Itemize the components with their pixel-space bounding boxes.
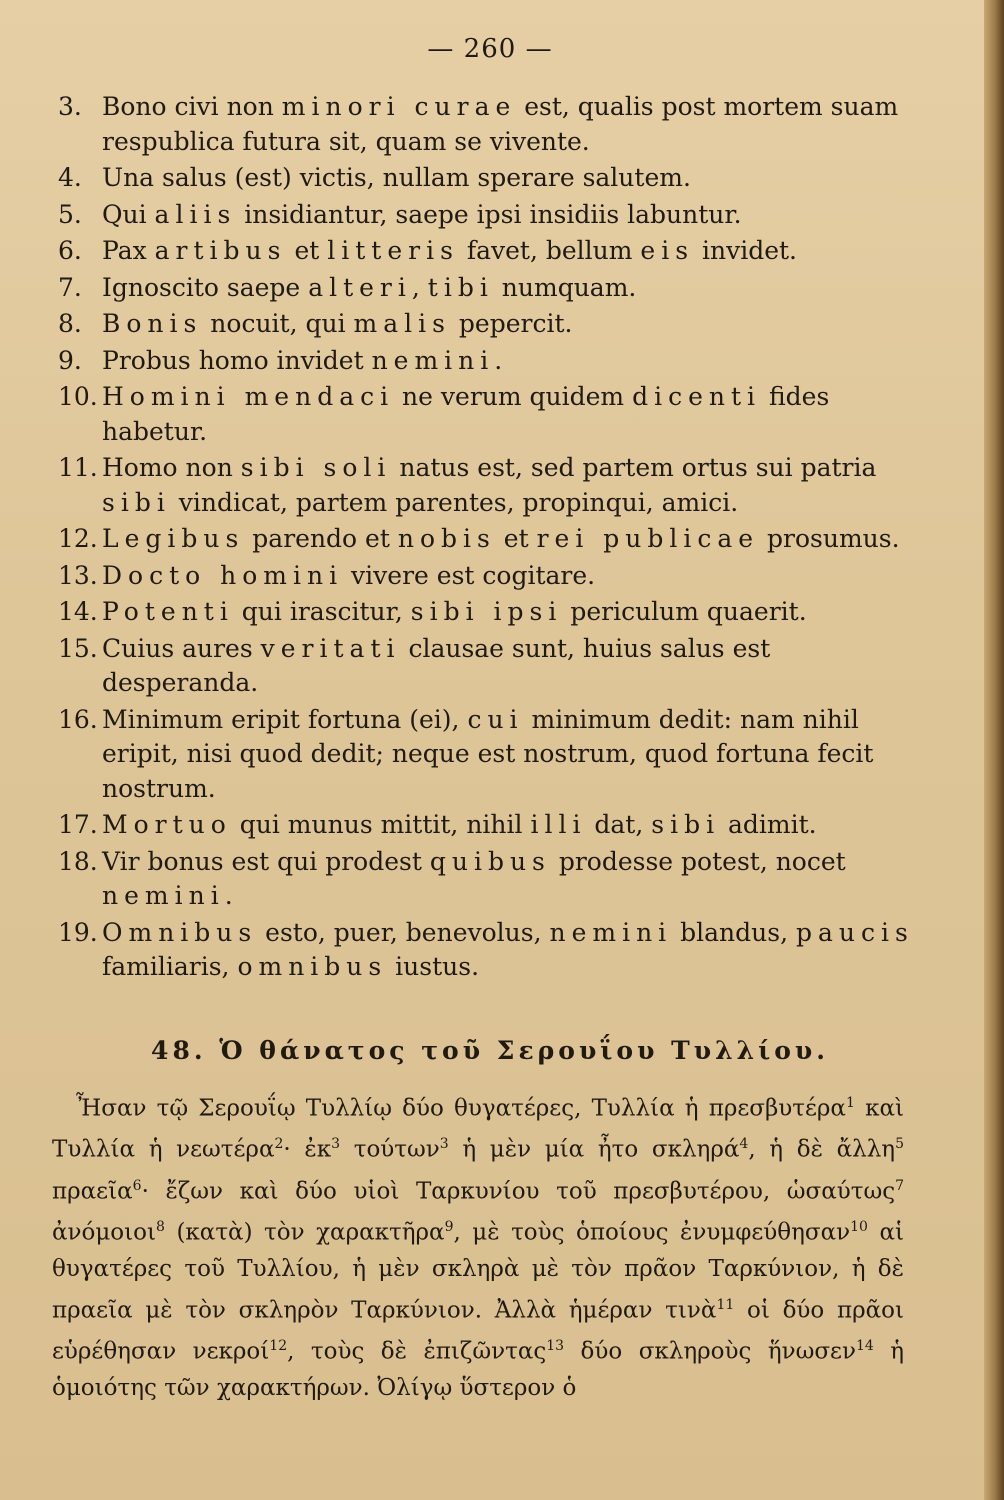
sentence-number: 3. bbox=[58, 92, 82, 121]
spaced-emphasis: artibus bbox=[154, 236, 287, 265]
greek-fragment: (κατὰ) τὸν χαρακτῆρα bbox=[164, 1220, 445, 1247]
sentence-number: 12. bbox=[58, 524, 98, 553]
spaced-emphasis: dicenti bbox=[632, 382, 762, 411]
footnote-marker: 2 bbox=[274, 1136, 284, 1153]
spaced-emphasis: aliis bbox=[154, 199, 237, 229]
sentence-number: 9. bbox=[58, 345, 82, 375]
sentence-fragment: et bbox=[495, 524, 537, 553]
sentence-fragment: ne verum quidem bbox=[394, 382, 633, 411]
footnote-marker: 3 bbox=[331, 1136, 341, 1153]
sentence-fragment: Ignoscito saepe bbox=[102, 272, 309, 302]
greek-fragment: οἱ δύο πρᾶοι εὑρέθησαν νεκροί bbox=[52, 1297, 905, 1365]
footnote-marker: 11 bbox=[716, 1296, 735, 1313]
sentence-fragment: clausae sunt, huius salus est desperanda. bbox=[102, 633, 771, 697]
sentence-fragment: parendo et bbox=[244, 524, 398, 553]
footnote-marker: 8 bbox=[156, 1219, 165, 1236]
spaced-emphasis: quibus bbox=[429, 846, 551, 876]
footnote-marker: 10 bbox=[850, 1219, 868, 1236]
sentence-item bbox=[58, 198, 918, 233]
spaced-emphasis: Mortuo bbox=[102, 810, 232, 839]
sentence-text bbox=[102, 90, 918, 159]
footnote-marker: 7 bbox=[895, 1177, 904, 1194]
footnote-marker: 13 bbox=[546, 1338, 565, 1355]
sentence-fragment: vivere est cogitare. bbox=[343, 560, 596, 590]
sentence-fragment: Cuius aures bbox=[102, 633, 261, 663]
spaced-emphasis: Homini mendaci bbox=[102, 382, 395, 411]
sentence-fragment: familiaris, bbox=[102, 952, 238, 981]
sentence-text bbox=[102, 161, 918, 196]
sentence-text bbox=[102, 808, 918, 843]
sentence-fragment: vindicat, partem parentes, propinqui, amici. bbox=[170, 487, 739, 517]
spaced-emphasis: sibi bbox=[651, 810, 721, 839]
sentence-text bbox=[102, 234, 918, 269]
sentence-fragment: Probus homo invidet bbox=[102, 345, 372, 375]
sentence-text bbox=[102, 559, 918, 594]
sentence-text bbox=[102, 845, 918, 914]
sentence-number: 5. bbox=[58, 199, 82, 229]
sentence-text bbox=[102, 916, 918, 985]
sentence-item bbox=[58, 559, 918, 594]
sentence-fragment: periculum quaerit. bbox=[562, 597, 807, 626]
sentence-fragment: qui munus mittit, nihil bbox=[231, 810, 531, 839]
spaced-emphasis: malis bbox=[353, 309, 451, 338]
sentence-item bbox=[58, 307, 918, 342]
sentence-number: 17. bbox=[58, 810, 98, 839]
sentence-fragment: . bbox=[224, 881, 233, 910]
footnote-marker: 3 bbox=[439, 1136, 449, 1153]
sentence-item bbox=[58, 916, 918, 985]
greek-fragment: πραεῖα bbox=[52, 1178, 133, 1205]
sentence-item bbox=[58, 271, 918, 306]
footnote-marker: 1 bbox=[845, 1095, 855, 1111]
sentence-item bbox=[58, 380, 918, 449]
greek-paragraph bbox=[52, 1086, 904, 1406]
greek-fragment: Ἦσαν τῷ Σερουΐῳ Τυλλίῳ δύο θυγατέρες, Τυλλία ἡ πρεσβυτέρα bbox=[76, 1095, 846, 1122]
sentence-number: 18. bbox=[58, 846, 98, 876]
spaced-emphasis: Potenti bbox=[102, 597, 234, 626]
sentence-fragment: Homo non bbox=[102, 453, 241, 482]
sentence-fragment: Pax bbox=[102, 236, 155, 265]
greek-fragment: καὶ Τυλλία ἡ νεωτέρα bbox=[52, 1095, 904, 1164]
spaced-emphasis: Bonis bbox=[102, 309, 203, 338]
sentence-number: 6. bbox=[58, 236, 82, 265]
sentence-fragment: prosumus. bbox=[759, 524, 900, 553]
spaced-emphasis: sibi ipsi bbox=[410, 597, 563, 626]
sentence-number: 11. bbox=[58, 453, 98, 482]
sentence-item bbox=[58, 90, 918, 159]
spaced-emphasis: nemini bbox=[102, 881, 225, 910]
latin-sentence-list bbox=[58, 90, 918, 987]
sentence-text bbox=[102, 595, 918, 630]
sentence-fragment: Vir bonus est qui prodest bbox=[102, 846, 430, 876]
sentence-number: 8. bbox=[58, 309, 82, 338]
sentence-item bbox=[58, 161, 918, 196]
sentence-item bbox=[58, 632, 918, 701]
spaced-emphasis: sibi bbox=[102, 487, 171, 517]
sentence-fragment: fides habetur. bbox=[102, 382, 830, 446]
spaced-emphasis: Docto homini bbox=[102, 560, 344, 590]
sentence-text bbox=[102, 522, 918, 557]
sentence-fragment: minimum dedit: nam nihil eripit, nisi quod dedit; neque est nostrum, quod fortuna fecit nostrum. bbox=[102, 704, 874, 803]
sentence-fragment: nocuit, qui bbox=[202, 309, 354, 338]
spaced-emphasis: illi bbox=[530, 810, 587, 839]
greek-fragment: ἀνόμοιοι bbox=[52, 1220, 157, 1247]
sentence-text bbox=[102, 703, 918, 807]
sentence-fragment: prodesse potest, nocet bbox=[550, 846, 846, 876]
greek-fragment: ἡ ὁμοιότης τῶν χαρακτήρων. Ὀλίγῳ ὕστερον ὁ bbox=[52, 1338, 905, 1401]
sentence-fragment: favet, bellum bbox=[458, 236, 641, 265]
footnote-marker: 12 bbox=[269, 1338, 288, 1355]
sentence-item bbox=[58, 234, 918, 269]
spaced-emphasis: omnibus bbox=[237, 952, 388, 981]
greek-fragment: τούτων bbox=[340, 1137, 440, 1164]
sentence-fragment: , bbox=[411, 272, 428, 302]
sentence-item bbox=[58, 451, 918, 520]
page-edge bbox=[984, 0, 1004, 1500]
greek-fragment: δύο σκληροὺς ἥνωσεν bbox=[564, 1338, 856, 1365]
sentence-number: 7. bbox=[58, 272, 82, 302]
sentence-number: 19. bbox=[58, 917, 98, 947]
sentence-number: 14. bbox=[58, 597, 98, 626]
sentence-fragment: est, qualis post mortem suam respublica futura sit, quam se vivente. bbox=[102, 92, 899, 156]
spaced-emphasis: cui bbox=[467, 704, 524, 734]
sentence-number: 10. bbox=[58, 382, 98, 411]
sentence-number: 13. bbox=[58, 560, 98, 590]
sentence-fragment: natus est, sed partem ortus sui patria bbox=[391, 453, 877, 482]
spaced-emphasis: veritati bbox=[260, 633, 401, 663]
sentence-text bbox=[102, 198, 918, 233]
greek-fragment: ἡ μὲν μία ἦτο σκληρά bbox=[448, 1137, 740, 1164]
spaced-emphasis: paucis bbox=[795, 917, 914, 947]
sentence-fragment: dat, bbox=[586, 810, 652, 839]
sentence-number: 16. bbox=[58, 704, 98, 734]
sentence-fragment: esto, puer, benevolus, bbox=[257, 917, 550, 947]
sentence-text bbox=[102, 307, 918, 342]
sentence-fragment: et bbox=[286, 236, 328, 265]
sentence-fragment: Una salus (est) victis, nullam sperare salutem. bbox=[102, 163, 691, 192]
spaced-emphasis: sibi soli bbox=[240, 453, 392, 482]
sentence-number: 15. bbox=[58, 633, 98, 663]
footnote-marker: 5 bbox=[895, 1136, 904, 1153]
greek-fragment: , τοὺς δὲ ἐπιζῶντας bbox=[287, 1338, 547, 1365]
footnote-marker: 4 bbox=[739, 1136, 749, 1153]
sentence-number: 4. bbox=[58, 163, 82, 192]
sentence-item bbox=[58, 595, 918, 630]
sentence-text bbox=[102, 632, 918, 701]
greek-fragment: , ἡ δὲ ἄλλη bbox=[748, 1137, 896, 1164]
footnote-marker: 6 bbox=[132, 1177, 142, 1194]
spaced-emphasis: Legibus bbox=[102, 524, 245, 553]
spaced-emphasis: tibi bbox=[427, 272, 494, 302]
sentence-text bbox=[102, 271, 918, 306]
page-number: — 260 — bbox=[427, 34, 553, 64]
sentence-fragment: iustus. bbox=[387, 952, 480, 981]
spaced-emphasis: nobis bbox=[397, 524, 496, 553]
sentence-fragment: numquam. bbox=[493, 272, 637, 302]
sentence-text bbox=[102, 344, 918, 379]
sentence-item bbox=[58, 522, 918, 557]
sentence-fragment: Bono civi non bbox=[102, 92, 282, 121]
sentence-fragment: qui irascitur, bbox=[233, 597, 411, 626]
greek-fragment: · ἐκ bbox=[283, 1137, 332, 1164]
sentence-fragment: blandus, bbox=[672, 917, 796, 947]
sentence-item bbox=[58, 845, 918, 914]
sentence-fragment: Qui bbox=[102, 199, 155, 229]
spaced-emphasis: nemini bbox=[549, 917, 673, 947]
sentence-fragment: Minimum eripit fortuna (ei), bbox=[102, 704, 468, 734]
sentence-fragment: invidet. bbox=[694, 236, 798, 265]
greek-fragment: αἱ θυγατέρες τοῦ Τυλλίου, ἡ μὲν σκληρὰ μὲ τὸν πρᾶον Ταρκύνιον, ἡ δὲ πραεῖα μὲ τὸν σκληρὸν Ταρκύνιον. Ἀλλὰ ἡμέραν τινὰ bbox=[52, 1220, 904, 1324]
spaced-emphasis: minori curae bbox=[281, 92, 517, 121]
spaced-emphasis: eis bbox=[640, 236, 695, 265]
sentence-item bbox=[58, 703, 918, 807]
greek-fragment: , μὲ τοὺς ὁποίους ἐνυμφεύθησαν bbox=[453, 1220, 851, 1247]
spaced-emphasis: Omnibus bbox=[102, 917, 258, 947]
spaced-emphasis: alteri bbox=[308, 272, 412, 302]
sentence-item bbox=[58, 344, 918, 379]
footnote-marker: 14 bbox=[855, 1338, 874, 1355]
sentence-item bbox=[58, 808, 918, 843]
sentence-fragment: insidiantur, saepe ipsi insidiis labuntur. bbox=[236, 199, 742, 229]
footnote-marker: 9 bbox=[444, 1219, 454, 1236]
spaced-emphasis: litteris bbox=[327, 236, 459, 265]
sentence-text bbox=[102, 380, 918, 449]
sentence-text bbox=[102, 451, 918, 520]
sentence-fragment: pepercit. bbox=[450, 309, 573, 338]
spaced-emphasis: nemini bbox=[371, 345, 495, 375]
sentence-fragment: . bbox=[494, 345, 503, 375]
sentence-fragment: adimit. bbox=[720, 810, 817, 839]
section-heading: 48. Ὁ θάνατος τοῦ Σερουΐου Τυλλίου. bbox=[151, 1036, 829, 1065]
greek-fragment: · ἔζων καὶ δύο υἱοὶ Ταρκυνίου τοῦ πρεσβυτέρου, ὡσαύτως bbox=[141, 1178, 896, 1205]
spaced-emphasis: rei publicae bbox=[536, 524, 760, 553]
